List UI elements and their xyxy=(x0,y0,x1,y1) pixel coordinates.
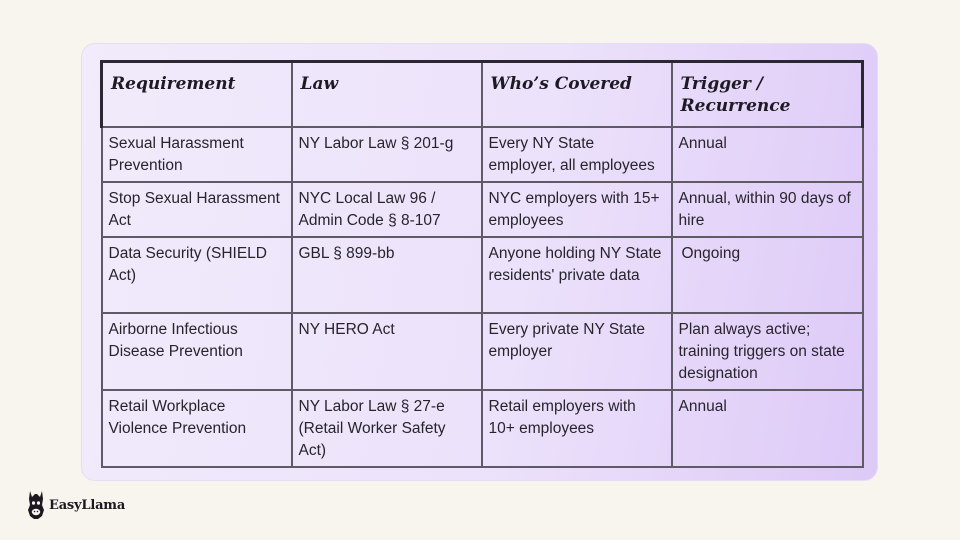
header-trigger-recurrence: Trigger / Recurrence xyxy=(672,62,863,127)
cell-trigger xyxy=(672,237,863,313)
table-row xyxy=(102,127,863,182)
table-row xyxy=(102,390,863,467)
table-header-row xyxy=(102,62,863,127)
cell-requirement: Stop Sexual Harassment Act xyxy=(102,182,292,237)
cell-trigger: Annual xyxy=(672,127,863,182)
cell-whos-covered: NYC employers with 15+ employees xyxy=(482,182,672,237)
cell-law: GBL § 899-bb xyxy=(292,237,482,313)
cell-law: NY Labor Law § 27-e (Retail Worker Safety Act) xyxy=(292,390,482,467)
cell-law: NY HERO Act xyxy=(292,313,482,390)
cell-trigger: Plan always active; training triggers on state designation xyxy=(672,313,863,390)
cell-law: NYC Local Law 96 / Admin Code § 8-107 xyxy=(292,182,482,237)
cell-trigger-text: Ongoing xyxy=(681,244,741,262)
brand-logo xyxy=(26,489,125,521)
cell-trigger: Annual xyxy=(672,390,863,467)
table-row xyxy=(102,313,863,390)
cell-requirement: Airborne Infectious Disease Prevention xyxy=(102,313,292,390)
cell-requirement: Data Security (SHIELD Act) xyxy=(102,237,292,313)
cell-trigger: Annual, within 90 days of hire xyxy=(672,182,863,237)
cell-requirement: Retail Workplace Violence Prevention xyxy=(102,390,292,467)
cell-whos-covered: Every NY State employer, all employees xyxy=(482,127,672,182)
brand-name: EasyLlama xyxy=(49,497,126,513)
table-row xyxy=(102,237,863,313)
llama-icon xyxy=(26,489,46,521)
requirements-table xyxy=(100,60,864,468)
cell-whos-covered: Retail employers with 10+ employees xyxy=(482,390,672,467)
header-law: Law xyxy=(292,62,482,127)
cell-whos-covered: Anyone holding NY State residents' private data xyxy=(482,237,672,313)
cell-whos-covered: Every private NY State employer xyxy=(482,313,672,390)
header-requirement: Requirement xyxy=(102,62,292,127)
header-whos-covered: Who’s Covered xyxy=(482,62,672,127)
cell-law: NY Labor Law § 201-g xyxy=(292,127,482,182)
cell-requirement: Sexual Harassment Prevention xyxy=(102,127,292,182)
table-row xyxy=(102,182,863,237)
